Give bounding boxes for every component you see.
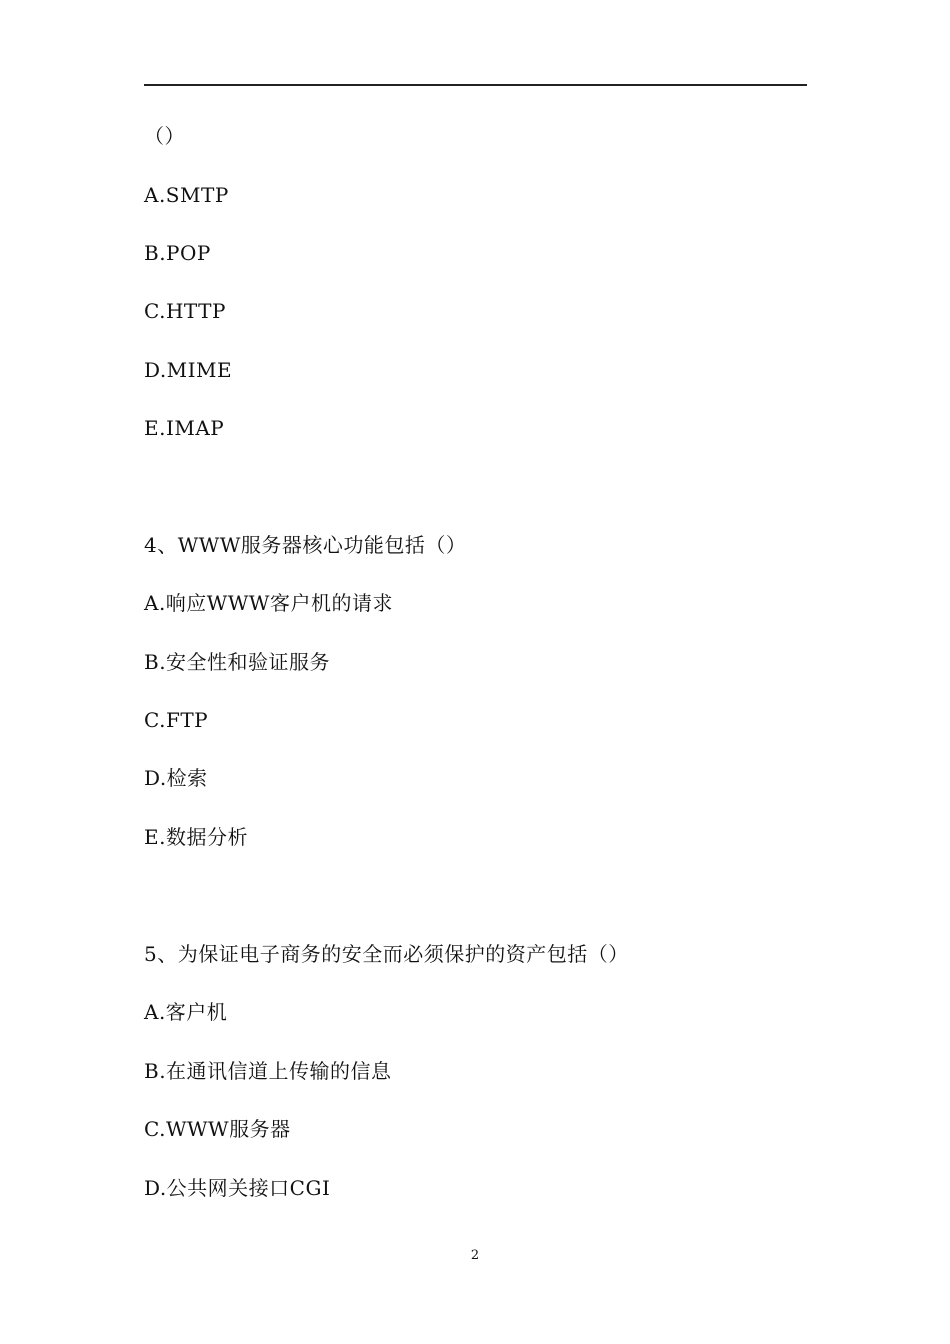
option-d: D.检索 [144,766,208,790]
option-e: E.数据分析 [144,825,248,849]
option-e: E.IMAP [144,416,225,440]
question-stem: 4、WWW服务器核心功能包括（） [144,533,467,557]
option-a: A.客户机 [144,1000,228,1024]
option-c: C.FTP [144,708,209,732]
option-c: C.HTTP [144,299,226,323]
option-a: A.SMTP [144,183,229,207]
page-number: 2 [470,1248,480,1263]
option-d: D.MIME [144,358,233,382]
header-rule [144,84,807,86]
option-c: C.WWW服务器 [144,1117,291,1141]
option-b: B.在通讯信道上传输的信息 [144,1059,392,1083]
option-a: A.响应WWW客户机的请求 [144,591,393,615]
option-b: B.POP [144,241,211,265]
option-b: B.安全性和验证服务 [144,650,331,674]
question-tail: （） [144,124,185,148]
question-stem: 5、为保证电子商务的安全而必须保护的资产包括（） [144,942,629,966]
option-d: D.公共网关接口CGI [144,1176,331,1200]
